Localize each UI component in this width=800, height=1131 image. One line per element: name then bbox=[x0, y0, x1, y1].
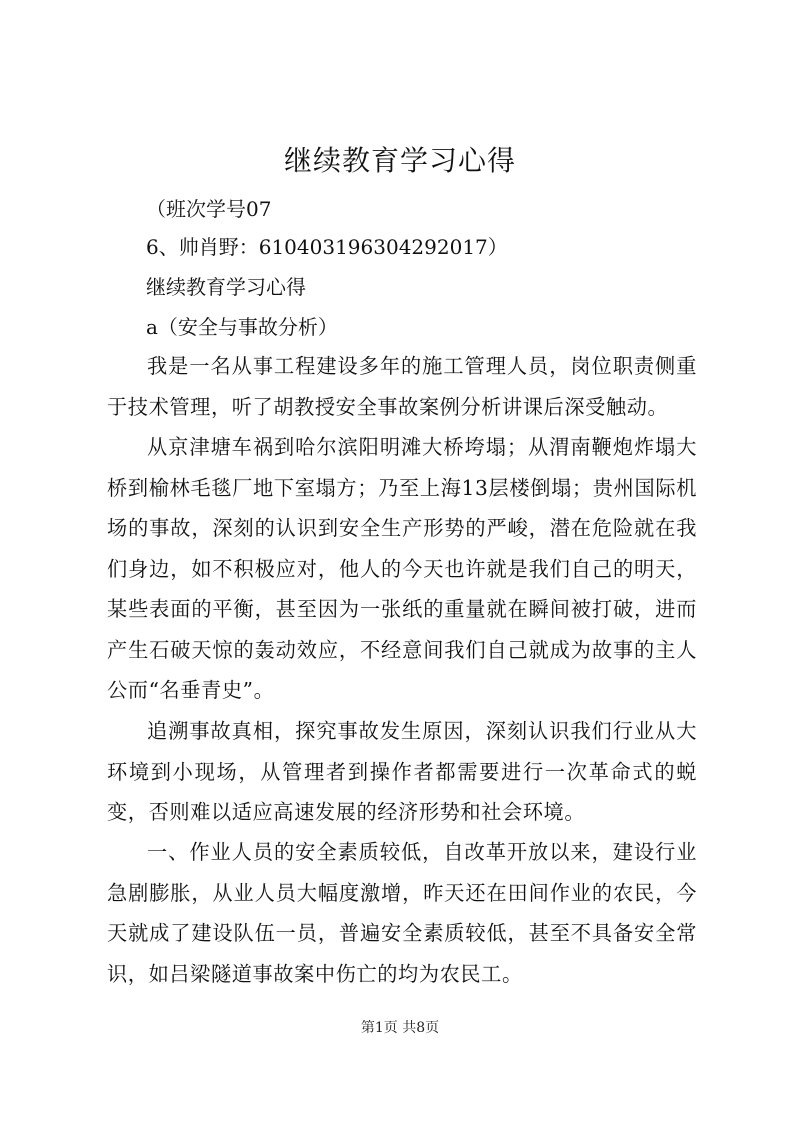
author-id-line: 6、帅肖野：610403196304292017） bbox=[146, 235, 508, 259]
paragraph-point-one: 一、作业人员的安全素质较低，自改革开放以来，建设行业急剧膨胀，从业人员大幅度激增，昨天还在田间作业的农民，今天就成了建设队伍一员，普遍安全素质较低，甚至不具备安全常识，如吕梁隧道事故案中伤亡的均为农民工。 bbox=[107, 840, 697, 986]
paragraph-causes: 追溯事故真相，探究事故发生原因，深刻认识我们行业从大环境到小现场，从管理者到操作者都需要进行一次革命式的蜕变，否则难以适应高速发展的经济形势和社会环境。 bbox=[107, 719, 697, 824]
document-title: 继续教育学习心得 bbox=[283, 144, 516, 177]
section-heading: a（安全与事故分析） bbox=[146, 315, 338, 339]
paragraph-intro: 我是一名从事工程建设多年的施工管理人员，岗位职责侧重于技术管理，听了胡教授安全事故案例分析讲课后深受触动。 bbox=[107, 354, 697, 419]
paragraph-accidents: 从京津塘车祸到哈尔滨阳明滩大桥垮塌；从渭南鞭炮炸塌大桥到榆林毛毯厂地下室塌方；乃至上海13层楼倒塌；贵州国际机场的事故，深刻的认识到安全生产形势的严峻，潜在危险就在我们身边，如不积极应对，他人的今天也许就是我们自己的明天，某些表面的平衡，甚至因为一张纸的重量就在瞬间被打破，进而产生石破天惊的轰动效应，不经意间我们自己就成为故事的主人公而“名垂青史”。 bbox=[107, 435, 697, 702]
subtitle-line: 继续教育学习心得 bbox=[146, 275, 306, 299]
page-footer: 第1页 共8页 bbox=[360, 1020, 440, 1036]
class-number-line: （班次学号07 bbox=[146, 197, 272, 221]
